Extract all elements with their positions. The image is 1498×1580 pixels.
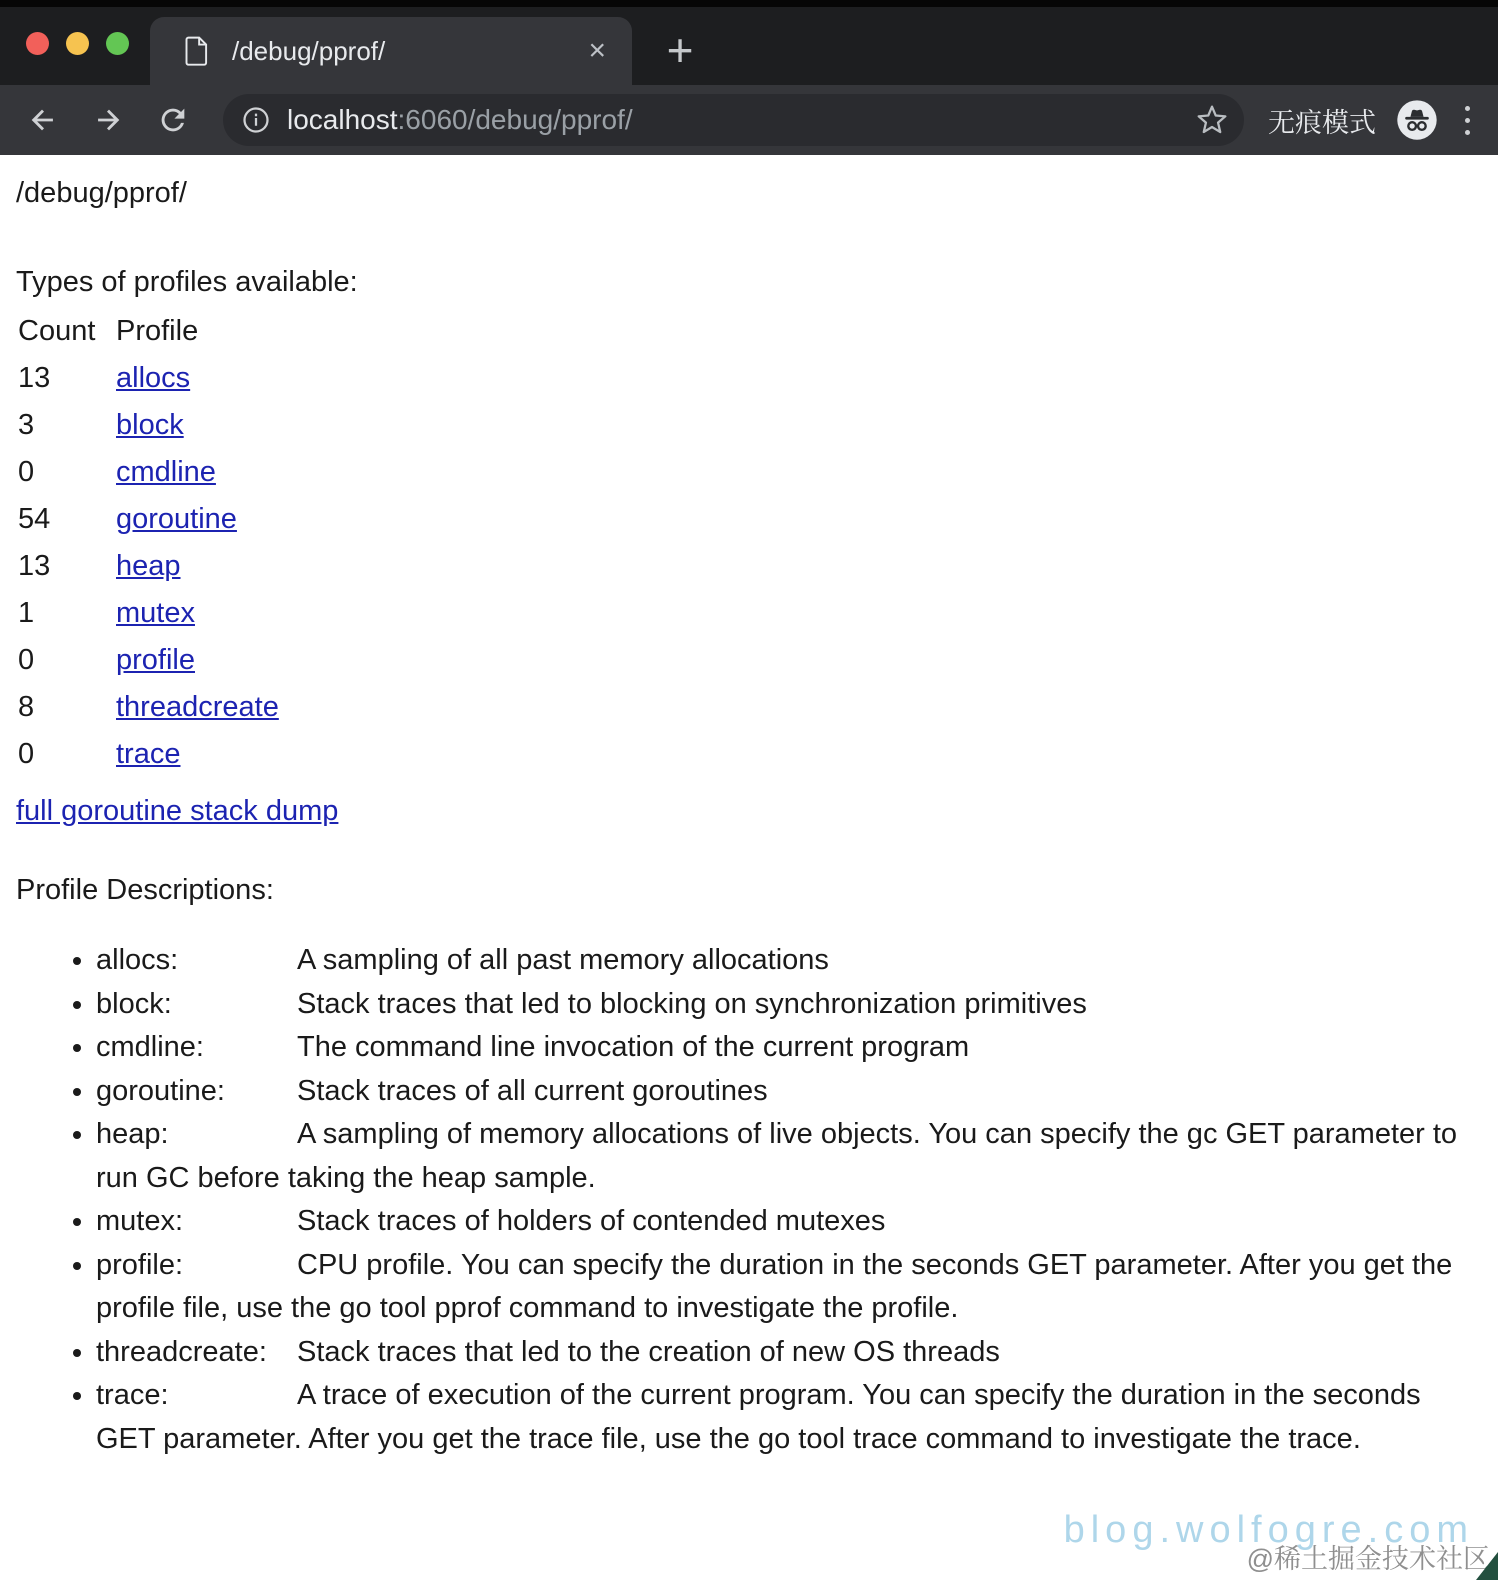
window-zoom-button[interactable] [106,32,129,55]
table-row [18,403,279,448]
profile-link-mutex[interactable]: mutex [116,597,195,629]
profile-count: 0 [18,644,35,676]
profile-link-goroutine[interactable]: goroutine [116,503,237,535]
desc-text: CPU profile. You can specify the duration in the seconds GET parameter. After you get the profile file, use the go tool pprof command to investigate the profile. [96,1248,1453,1324]
new-tab-button[interactable]: + [666,24,694,76]
profiles-intro: Types of profiles available: [16,266,358,298]
browser-menu-icon[interactable] [1460,100,1474,140]
tab-title: /debug/pprof/ [232,35,386,66]
desc-name: heap: [96,1118,169,1150]
blog-watermark: blog.wolfogre.com [1063,1509,1474,1551]
browser-tab[interactable] [150,17,632,85]
profile-count: 0 [18,456,35,488]
browser-titlebar [0,0,1498,85]
profile-count: 13 [18,362,51,394]
desc-text: Stack traces of holders of contended mutexes [297,1205,886,1237]
list-item [96,1200,1482,1244]
desc-text: A sampling of memory allocations of live objects. You can specify the gc GET parameter to run GC before taking the heap sample. [96,1118,1458,1194]
incognito-icon [1396,99,1438,141]
profile-count: 1 [18,597,35,629]
url-path: :6060/debug/pprof/ [397,104,633,135]
profile-count: 3 [18,409,35,441]
table-row [18,685,279,730]
list-item [96,1374,1482,1461]
full-goroutine-stack-dump-link[interactable]: full goroutine stack dump [16,795,339,827]
page-content [0,155,1498,1580]
profile-link-trace[interactable]: trace [116,738,181,770]
desc-name: mutex: [96,1205,184,1237]
table-header-row [18,309,279,354]
desc-text: A sampling of all past memory allocations [297,944,829,976]
profile-count: 54 [18,503,51,535]
desc-name: profile: [96,1248,184,1281]
reload-icon [156,103,190,137]
profile-link-allocs[interactable]: allocs [116,362,191,394]
page-favicon-icon [184,36,210,66]
list-item [96,1070,1482,1114]
profiles-table [16,307,281,779]
tab-close-icon[interactable]: × [588,34,606,67]
desc-text: Stack traces that led to blocking on synchronization primitives [297,987,1087,1020]
bookmark-star-icon[interactable] [1196,104,1228,136]
desc-text: Stack traces of all current goroutines [297,1074,768,1107]
list-item [96,1113,1482,1200]
profile-count: 0 [18,738,35,770]
table-row [18,732,279,777]
list-item [96,983,1482,1027]
site-info-icon[interactable] [241,105,271,135]
desc-name: allocs: [96,944,179,976]
community-watermark: @稀土掘金技术社区 [1246,1544,1490,1574]
browser-toolbar [0,85,1498,155]
address-bar[interactable] [223,94,1244,146]
desc-name: block: [96,987,172,1020]
table-row [18,497,279,542]
profile-link-heap[interactable]: heap [116,550,181,582]
list-item [96,1244,1482,1331]
window-minimize-button[interactable] [66,32,89,55]
back-arrow-icon [26,103,60,137]
desc-name: trace: [96,1379,169,1411]
profile-descriptions-list [16,939,1482,1461]
table-row [18,544,279,589]
page-title: /debug/pprof/ [16,177,187,209]
profile-link-block[interactable]: block [116,409,184,441]
profile-link-cmdline[interactable]: cmdline [116,456,216,488]
incognito-mode-label: 无痕模式 [1268,107,1376,138]
profile-link-profile[interactable]: profile [116,644,195,676]
reload-button[interactable] [152,99,194,141]
forward-button[interactable] [87,99,129,141]
desc-name: goroutine: [96,1074,225,1107]
table-row [18,591,279,636]
back-button[interactable] [22,99,64,141]
window-controls [26,32,129,55]
table-row [18,450,279,495]
count-header: Count [18,315,96,347]
window-close-button[interactable] [26,32,49,55]
desc-name: threadcreate: [96,1335,267,1368]
table-row [18,356,279,401]
profile-header: Profile [116,315,199,347]
list-item [96,1331,1482,1375]
list-item [96,1026,1482,1070]
profile-link-threadcreate[interactable]: threadcreate [116,691,279,723]
desc-text: A trace of execution of the current program. You can specify the duration in the seconds GET parameter. After you get the trace file, use the go tool trace command to investigate the trace. [96,1379,1421,1455]
desc-text: The command line invocation of the current program [297,1031,970,1063]
descriptions-heading: Profile Descriptions: [16,874,274,906]
desc-text: Stack traces that led to the creation of new OS threads [297,1335,1000,1368]
forward-arrow-icon [91,103,125,137]
url-host: localhost [287,104,398,135]
desc-name: cmdline: [96,1031,204,1063]
table-row [18,638,279,683]
profile-count: 13 [18,550,51,582]
list-item [96,939,1482,983]
profile-count: 8 [18,691,35,723]
